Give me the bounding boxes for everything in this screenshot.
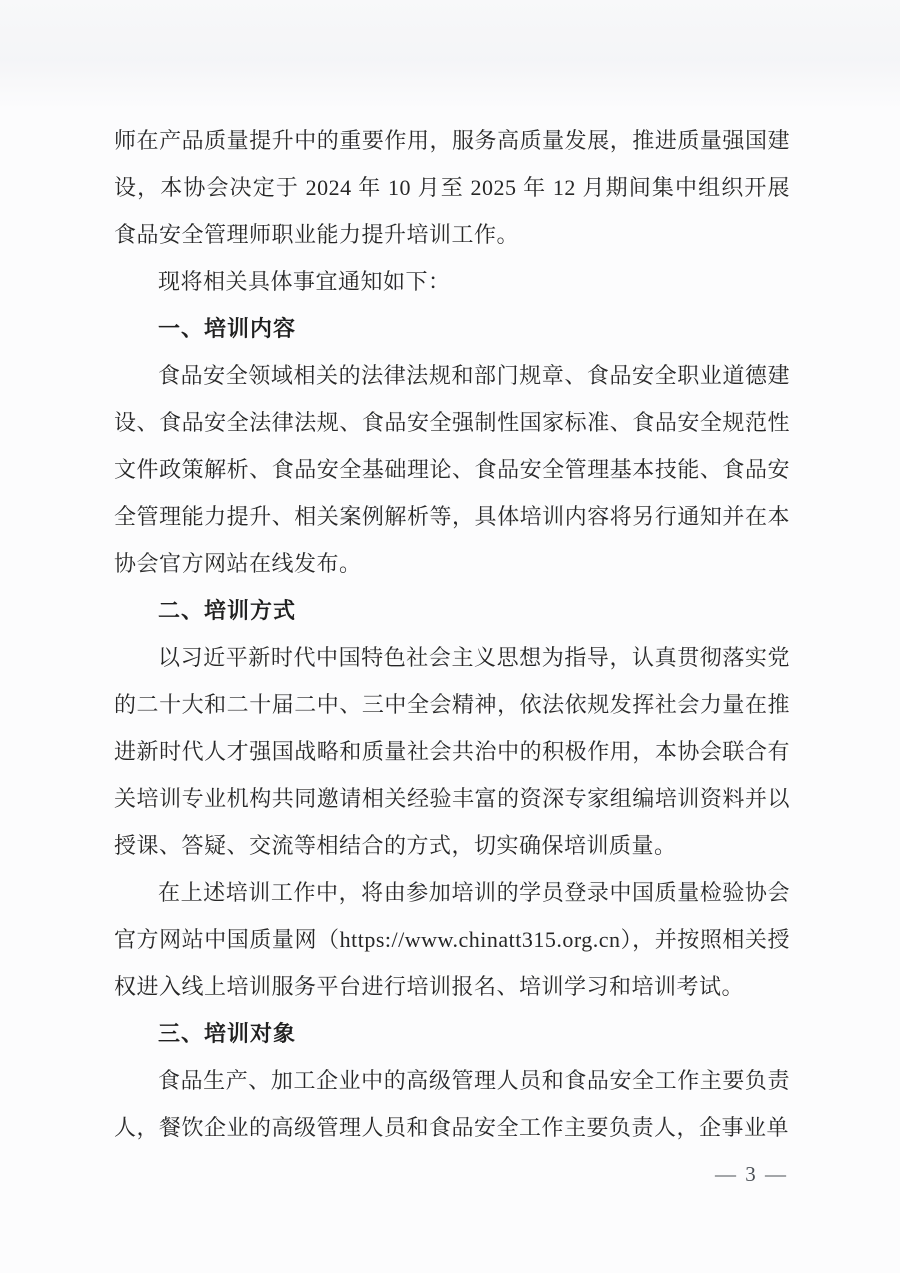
- section-heading-training-method: 二、培训方式: [158, 598, 297, 623]
- page-number: — 3 —: [715, 1162, 788, 1186]
- paragraph-online-platform: 在上述培训工作中，将由参加培训的学员登录中国质量检验协会官方网站中国质量网（https://www.chinatt315.org.cn），并按照相关授权进入线上培训服务平台进行培训报名、培训学习和培训考试。: [114, 880, 790, 999]
- paragraph-training-content: 食品安全领域相关的法律法规和部门规章、食品安全职业道德建设、食品安全法律法规、食品安全强制性国家标准、食品安全规范性文件政策解析、食品安全基础理论、食品安全管理基本技能、食品安全管理能力提升、相关案例解析等，具体培训内容将另行通知并在本协会官方网站在线发布。: [114, 363, 790, 576]
- document-body: [114, 117, 790, 1151]
- section-heading-training-audience: 三、培训对象: [158, 1021, 297, 1046]
- paragraph-training-method: 以习近平新时代中国特色社会主义思想为指导，认真贯彻落实党的二十大和二十届二中、三中全会精神，依法依规发挥社会力量在推进新时代人才强国战略和质量社会共治中的积极作用，本协会联合有关培训专业机构共同邀请相关经验丰富的资深专家组编培训资料并以授课、答疑、交流等相结合的方式，切实确保培训质量。: [114, 645, 790, 858]
- section-heading-training-content: 一、培训内容: [158, 316, 297, 341]
- paragraph-notice-intro: 现将相关具体事宜通知如下：: [158, 269, 451, 294]
- paragraph-training-audience: 食品生产、加工企业中的高级管理人员和食品安全工作主要负责人，餐饮企业的高级管理人员和食品安全工作主要负责人，企事业单: [114, 1068, 790, 1140]
- paragraph-continuation-training-plan: 师在产品质量提升中的重要作用，服务高质量发展，推进质量强国建设，本协会决定于 2024 年 10 月至 2025 年 12 月期间集中组织开展食品安全管理师职业能力提升培训工作。: [114, 128, 790, 247]
